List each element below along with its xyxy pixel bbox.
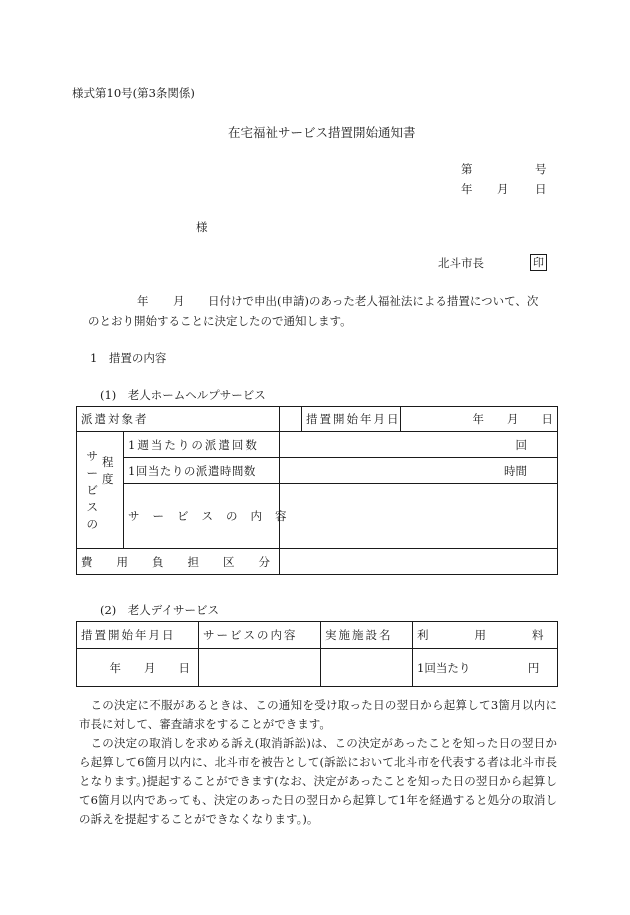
start-date-label: 措置開始年月日	[302, 407, 401, 432]
lawsuit-notice: この決定の取消しを求める訴え(取消訴訟)は、この決定があったことを知った日の翌日から起算して6箇月以内に、北斗市を被告として(訴訟において北斗市を代表する者は北斗市長となります。)提起することができます(なお、決定があったことを知った日の翌日から起算して6箇月以内であっても、決定のあった日の翌日から起算して1年を経過すると処分の取消しの訴えを提起することができなくなります。)。	[79, 736, 557, 826]
day-usage-fee-value: 1回当たり 円	[413, 649, 558, 687]
notice-paragraphs	[79, 696, 557, 829]
col-start-date: 措置開始年月日	[77, 622, 199, 649]
start-date-value: 年 月 日	[401, 407, 558, 432]
number-prefix: 第	[461, 162, 473, 176]
dispatch-hours-label: 1回当たりの派遣時間数	[124, 458, 280, 484]
section-heading-measures: 1 措置の内容	[90, 351, 167, 365]
subsection-home-help: (1) 老人ホームヘルプサービス	[100, 388, 266, 402]
number-suffix: 号	[535, 162, 547, 176]
document-title: 在宅福祉サービス措置開始通知書	[228, 125, 416, 140]
form-number: 様式第10号(第3条関係)	[72, 86, 195, 100]
group-label-col-b: 程 度	[102, 454, 114, 486]
intro-text-line-2: のとおり開始することに決定したので通知します。	[88, 314, 352, 328]
dispatch-hours-value: 時間	[280, 458, 558, 484]
addressee-suffix: 様	[196, 220, 208, 234]
date-year-label: 年	[461, 182, 473, 196]
service-content-value	[280, 484, 558, 549]
col-service-content: サービスの内容	[199, 622, 321, 649]
appeal-notice: この決定に不服があるときは、この通知を受け取った日の翌日から起算して3箇月以内に市長に対して、審査請求をすることができます。	[79, 698, 557, 731]
day-facility-name-value	[321, 649, 413, 687]
weekly-dispatch-label: 1週当たりの派遣回数	[124, 432, 280, 458]
dispatch-target-value	[280, 407, 302, 432]
weekly-dispatch-value: 回	[280, 432, 558, 458]
intro-text-line-1: 日付けで申出(申請)のあった老人福祉法による措置について、次	[208, 294, 539, 308]
day-start-date-value: 年 月 日	[77, 649, 199, 687]
seal-mark: 印	[530, 254, 547, 271]
intro-month-label: 月	[173, 294, 185, 308]
day-service-content-value	[199, 649, 321, 687]
cost-burden-label: 費用負担区分	[77, 549, 280, 575]
col-usage-fee: 利 用 料	[413, 622, 558, 649]
issuer-name: 北斗市長	[438, 256, 484, 270]
date-day-label: 日	[535, 182, 547, 196]
service-content-label: サービスの内容	[124, 484, 280, 549]
intro-year-label: 年	[137, 294, 149, 308]
cost-burden-value	[280, 549, 558, 575]
group-label-col-a: サ ー ビ ス の	[86, 448, 98, 531]
subsection-day-service: (2) 老人デイサービス	[100, 603, 219, 617]
home-help-table	[76, 406, 558, 575]
col-facility-name: 実施施設名	[321, 622, 413, 649]
date-month-label: 月	[497, 182, 509, 196]
day-service-table	[76, 621, 558, 687]
dispatch-target-label: 派遣対象者	[77, 407, 280, 432]
service-level-group-label	[77, 432, 124, 549]
